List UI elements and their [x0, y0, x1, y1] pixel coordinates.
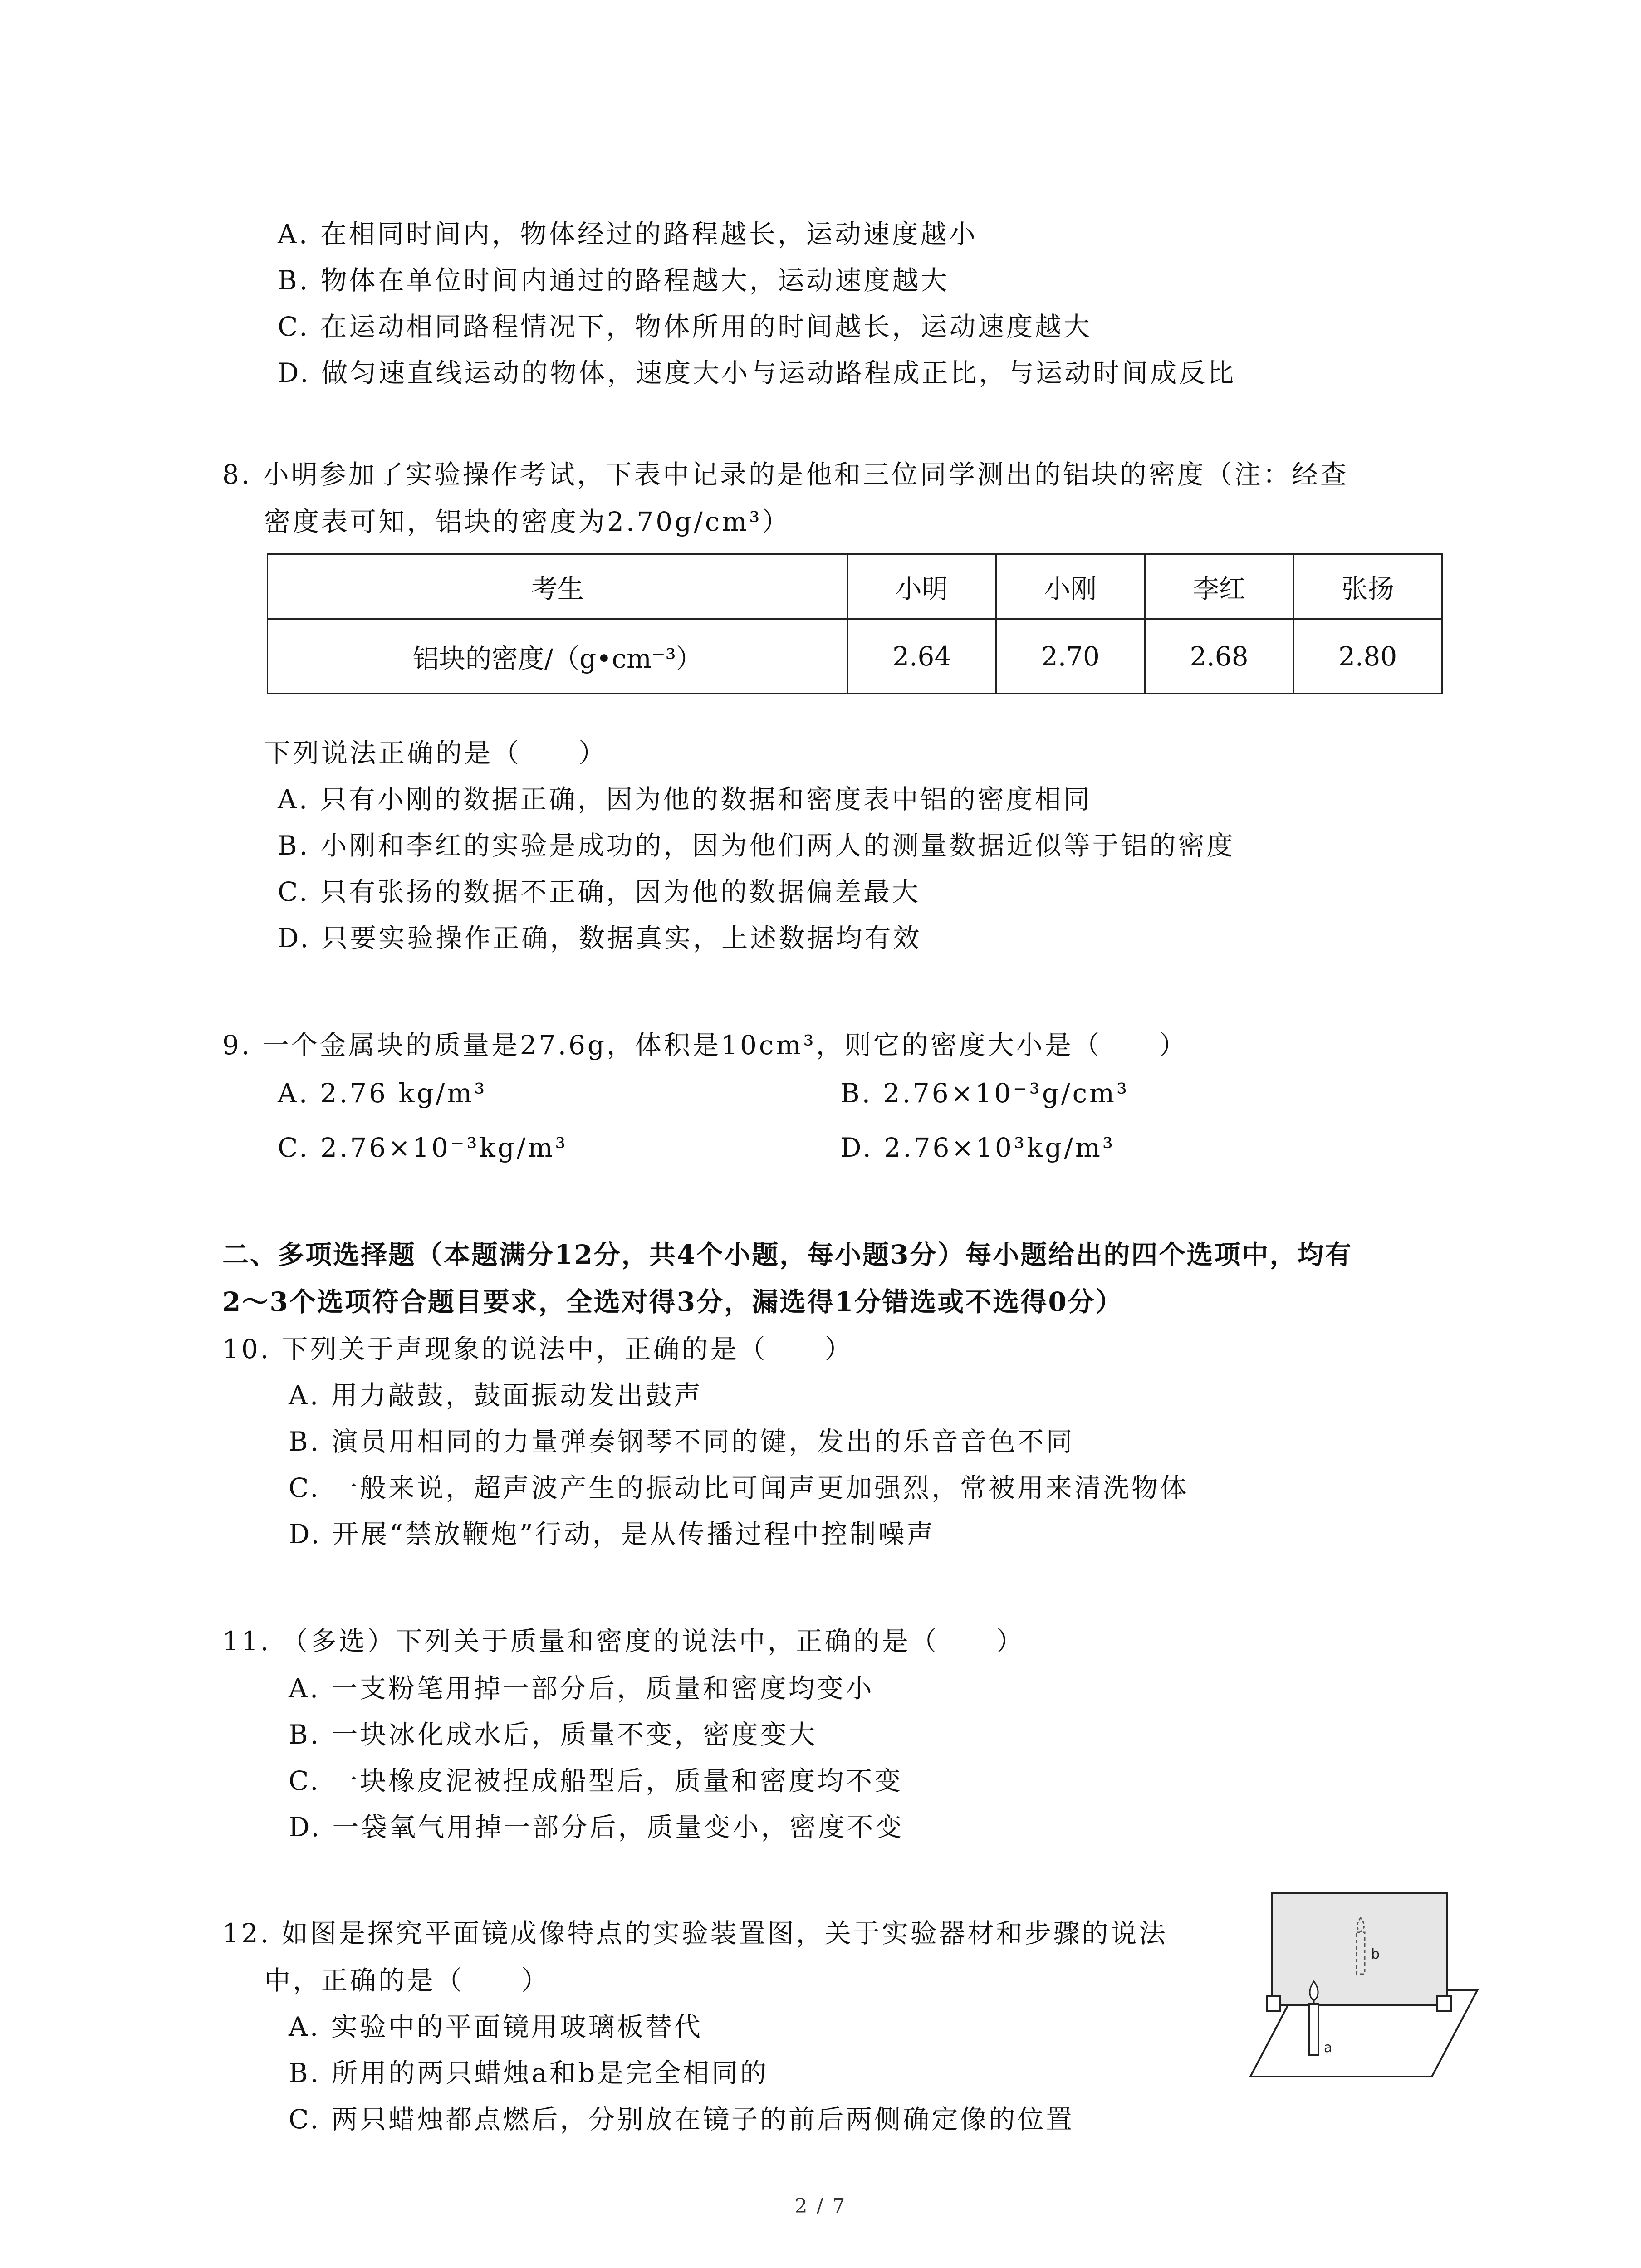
q12-option-b: B. 所用的两只蜡烛a和b是完全相同的 [289, 2058, 769, 2088]
q12-option-a: A. 实验中的平面镜用玻璃板替代 [289, 2011, 703, 2042]
q11-stem: 11. （多选）下列关于质量和密度的说法中，正确的是（ ） [222, 1626, 1025, 1657]
q12-stem-line1: 12. 如图是探究平面镜成像特点的实验装置图，关于实验器材和步骤的说法 [222, 1918, 1168, 1949]
q8-option-a: A. 只有小刚的数据正确，因为他的数据和密度表中铝的密度相同 [278, 784, 1092, 815]
table-header-cell: 李红 [1145, 554, 1293, 619]
table-cell: 2.64 [847, 619, 996, 694]
q8-option-d: D. 只要实验操作正确，数据真实，上述数据均有效 [278, 923, 922, 953]
page-number: 2 / 7 [794, 2195, 847, 2218]
section-heading-line1: 二、多项选择题（本题满分12分，共4个小题，每小题3分）每小题给出的四个选项中，均有 [222, 1239, 1353, 1270]
q9-option-d: D. 2.76×10³kg/m³ [840, 1132, 1116, 1163]
plane-mirror-figure [1241, 1891, 1486, 2081]
table-header-cell: 考生 [268, 554, 847, 619]
left-support-block [1267, 1996, 1280, 2011]
q11-option-c: C. 一块橡皮泥被捏成船型后，质量和密度均不变 [289, 1765, 903, 1796]
table-header-cell: 张扬 [1293, 554, 1442, 619]
q10-option-b: B. 演员用相同的力量弹奏钢琴不同的键，发出的乐音音色不同 [289, 1426, 1075, 1457]
q8-option-c: C. 只有张扬的数据不正确，因为他的数据偏差最大 [278, 876, 921, 907]
table-row-label: 铝块的密度/（g•cm⁻³） [268, 619, 847, 694]
q8-stem-line1: 8. 小明参加了实验操作考试，下表中记录的是他和三位同学测出的铝块的密度（注：经查 [222, 459, 1349, 490]
q8-stem-line2: 密度表可知，铝块的密度为2.70g/cm³） [264, 506, 791, 537]
q12-option-c: C. 两只蜡烛都点燃后，分别放在镜子的前后两侧确定像的位置 [289, 2104, 1075, 2135]
q10-option-c: C. 一般来说，超声波产生的振动比可闻声更加强烈，常被用来清洗物体 [289, 1472, 1189, 1503]
table-cell: 2.70 [996, 619, 1145, 694]
right-support-block [1437, 1996, 1451, 2011]
q7-option-c: C. 在运动相同路程情况下，物体所用的时间越长，运动速度越大 [278, 311, 1092, 342]
table-header-cell: 小明 [847, 554, 996, 619]
glass-plate [1272, 1893, 1447, 2005]
table-row [268, 619, 1442, 694]
q8-prompt: 下列说法正确的是（ ） [264, 738, 607, 768]
q11-option-b: B. 一块冰化成水后，质量不变，密度变大 [289, 1719, 818, 1750]
table-cell: 2.68 [1145, 619, 1293, 694]
section-heading-line2: 2～3个选项符合题目要求，全选对得3分，漏选得1分错选或不选得0分） [222, 1286, 1123, 1317]
q10-stem: 10. 下列关于声现象的说法中，正确的是（ ） [222, 1334, 853, 1364]
q10-option-d: D. 开展“禁放鞭炮”行动，是从传播过程中控制噪声 [289, 1519, 936, 1549]
q7-option-a: A. 在相同时间内，物体经过的路程越长，运动速度越小 [278, 219, 978, 249]
q11-option-a: A. 一支粉笔用掉一部分后，质量和密度均变小 [289, 1673, 874, 1704]
q9-option-c: C. 2.76×10⁻³kg/m³ [278, 1132, 568, 1163]
q9-option-a: A. 2.76 kg/m³ [278, 1078, 487, 1109]
q8-option-b: B. 小刚和李红的实验是成功的，因为他们两人的测量数据近似等于铝的密度 [278, 830, 1235, 861]
q9-option-b: B. 2.76×10⁻³g/cm³ [840, 1078, 1130, 1109]
table-header-row [268, 554, 1442, 619]
q10-option-a: A. 用力敲鼓，鼓面振动发出鼓声 [289, 1380, 703, 1411]
candle-b-label: b [1371, 1946, 1380, 1962]
candle-a-label: a [1324, 2040, 1332, 2056]
candle-a [1309, 2004, 1318, 2055]
table-header-cell: 小刚 [996, 554, 1145, 619]
q9-stem: 9. 一个金属块的质量是27.6g，体积是10cm³，则它的密度大小是（ ） [222, 1030, 1188, 1061]
q11-option-d: D. 一袋氧气用掉一部分后，质量变小，密度不变 [289, 1812, 904, 1843]
density-table [267, 553, 1443, 694]
q12-stem-line2: 中，正确的是（ ） [264, 1965, 550, 1996]
q7-option-b: B. 物体在单位时间内通过的路程越大，运动速度越大 [278, 265, 950, 296]
table-cell: 2.80 [1293, 619, 1442, 694]
q7-option-d: D. 做匀速直线运动的物体，速度大小与运动路程成正比，与运动时间成反比 [278, 357, 1236, 388]
